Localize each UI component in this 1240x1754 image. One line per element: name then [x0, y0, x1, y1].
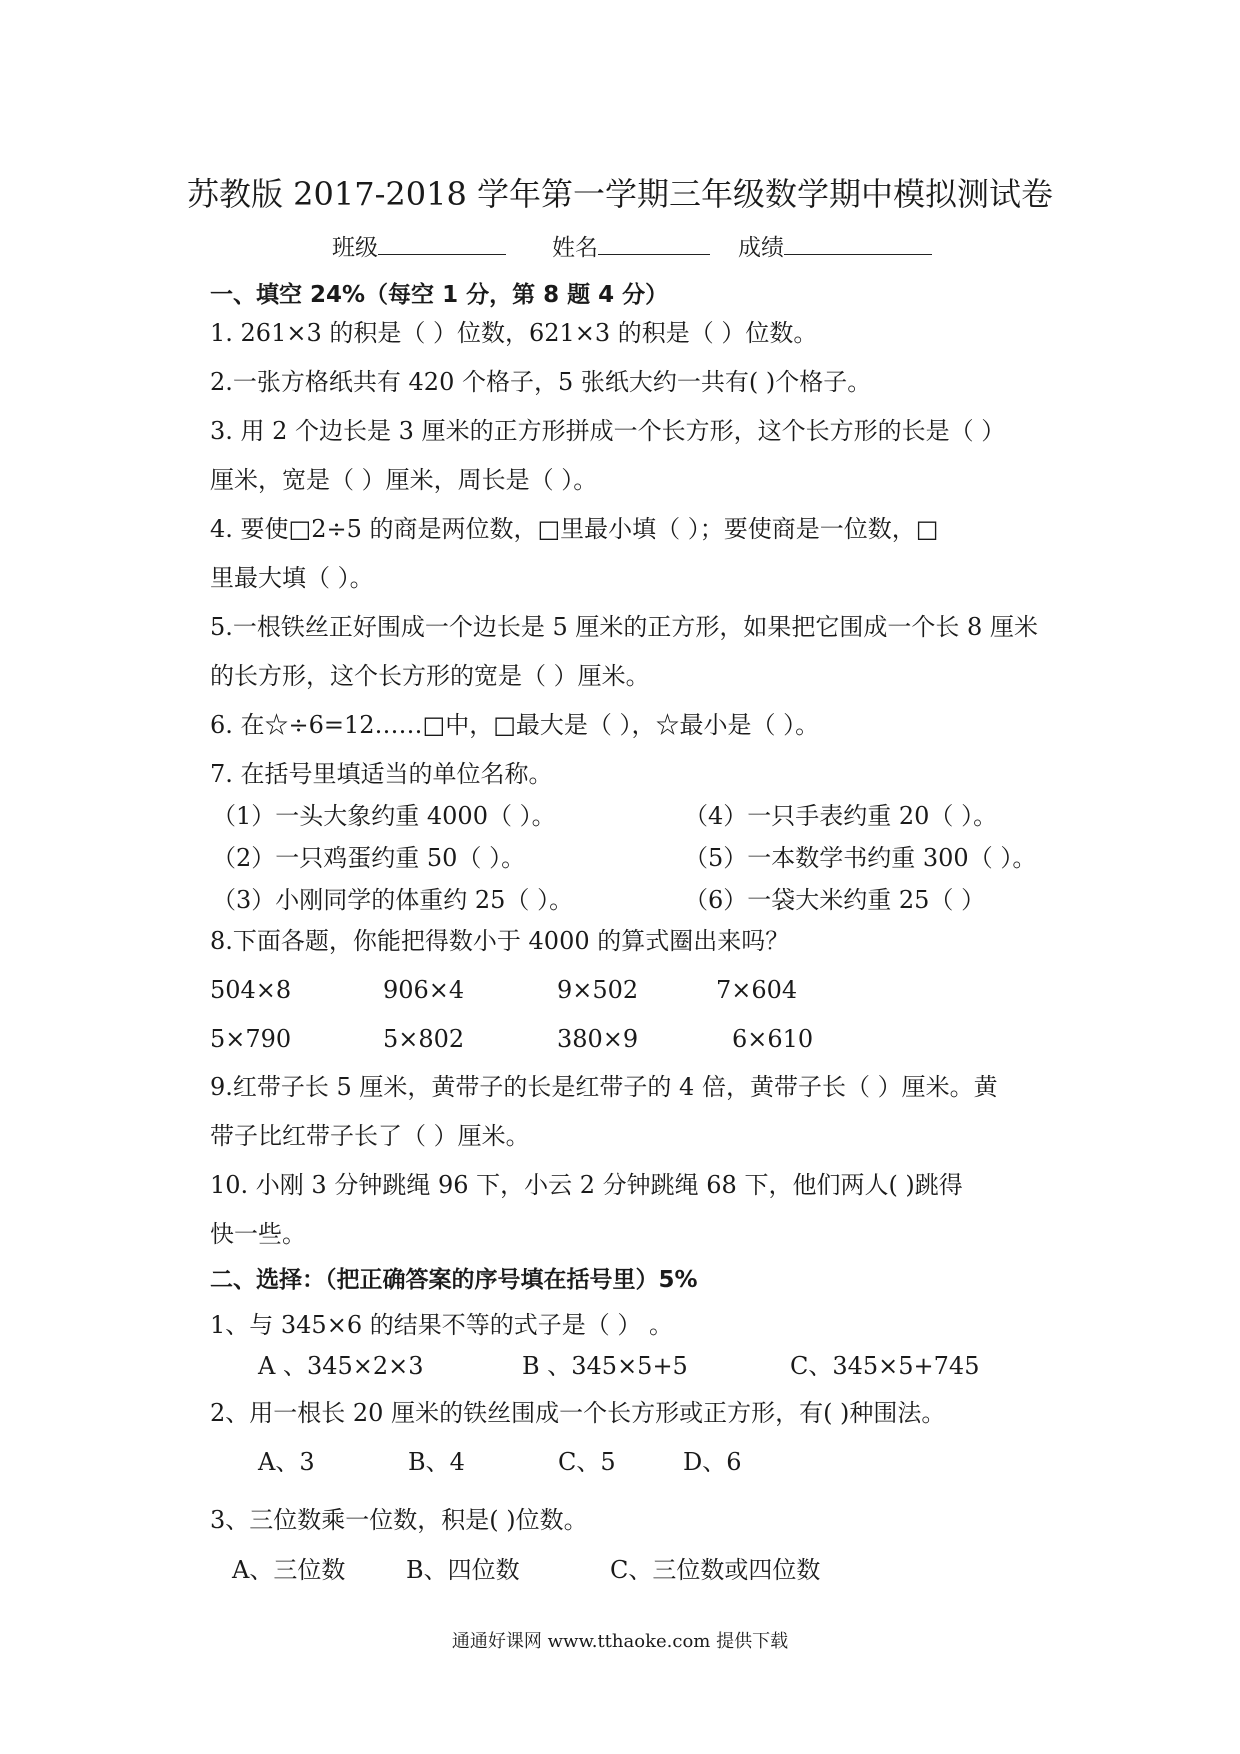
question-1-10a: 10. 小刚 3 分钟跳绳 96 下，小云 2 分钟跳绳 68 下，他们两人( )跳得 [210, 1171, 963, 1199]
q8-expr-7[interactable]: 380×9 [557, 1025, 639, 1053]
question-1-5a: 5.一根铁丝正好围成一个边长是 5 厘米的正方形，如果把它围成一个长 8 厘米 [210, 613, 1038, 641]
question-1-2: 2.一张方格纸共有 420 个格子，5 张纸大约一共有( )个格子。 [210, 368, 872, 396]
q7-item-6: （6）一袋大米约重 25（ ） [684, 886, 986, 914]
q2-2-option-b[interactable]: B、4 [408, 1448, 465, 1476]
q8-expr-8[interactable]: 6×610 [732, 1025, 814, 1053]
q7-item-4: （4）一只手表约重 20（ ）。 [684, 802, 998, 830]
q8-expr-3[interactable]: 9×502 [557, 976, 639, 1004]
q2-3-option-b[interactable]: B、四位数 [406, 1556, 520, 1584]
q2-1-option-b[interactable]: B 、345×5+5 [522, 1352, 688, 1380]
q2-3-option-c[interactable]: C、三位数或四位数 [610, 1556, 821, 1584]
q8-expr-6[interactable]: 5×802 [383, 1025, 465, 1053]
section2-heading: 二、选择：（把正确答案的序号填在括号里）5% [210, 1267, 698, 1293]
q2-1-option-c[interactable]: C、345×5+745 [790, 1352, 980, 1380]
question-1-1: 1. 261×3 的积是（ ）位数，621×3 的积是（ ）位数。 [210, 319, 818, 347]
class-blank[interactable] [378, 232, 506, 255]
page-title: 苏教版 2017-2018 学年第一学期三年级数学期中模拟测试卷 [186, 175, 1054, 213]
name-field [552, 232, 710, 263]
question-1-6: 6. 在☆÷6=12……□中，□最大是（ ），☆最小是（ ）。 [210, 711, 820, 739]
score-field [738, 232, 932, 263]
question-2-1: 1、与 345×6 的结果不等的式子是（ ） 。 [210, 1311, 673, 1339]
class-label: 班级 [332, 235, 378, 261]
name-blank[interactable] [598, 232, 710, 255]
section1-heading: 一、填空 24%（每空 1 分，第 8 题 4 分） [210, 282, 669, 308]
question-1-7: 7. 在括号里填适当的单位名称。 [210, 760, 553, 788]
question-2-3: 3、三位数乘一位数，积是( )位数。 [210, 1506, 588, 1534]
question-1-8: 8.下面各题，你能把得数小于 4000 的算式圈出来吗？ [210, 927, 790, 955]
q8-expr-1[interactable]: 504×8 [210, 976, 292, 1004]
score-blank[interactable] [784, 232, 932, 255]
q2-1-option-a[interactable]: A 、345×2×3 [258, 1352, 424, 1380]
question-1-9b: 带子比红带子长了（ ）厘米。 [210, 1122, 530, 1150]
q7-item-2: （2）一只鸡蛋约重 50（ ）。 [212, 844, 526, 872]
q7-item-3: （3）小刚同学的体重约 25（ ）。 [212, 886, 574, 914]
question-1-4a: 4. 要使□2÷5 的商是两位数，□里最小填（ ）；要使商是一位数，□ [210, 515, 939, 543]
question-1-9a: 9.红带子长 5 厘米，黄带子的长是红带子的 4 倍，黄带子长（ ）厘米。黄 [210, 1073, 998, 1101]
q8-expr-4[interactable]: 7×604 [716, 976, 798, 1004]
q8-expr-5[interactable]: 5×790 [210, 1025, 292, 1053]
q2-2-option-a[interactable]: A、3 [258, 1448, 315, 1476]
q2-3-option-a[interactable]: A、三位数 [232, 1556, 346, 1584]
question-1-3b: 厘米，宽是（ ）厘米，周长是（ ）。 [210, 466, 598, 494]
q7-item-1: （1）一头大象约重 4000（ ）。 [212, 802, 556, 830]
question-1-10b: 快一些。 [210, 1220, 306, 1248]
q7-item-5: （5）一本数学书约重 300（ ）。 [684, 844, 1037, 872]
question-2-2: 2、用一根长 20 厘米的铁丝围成一个长方形或正方形，有( )种围法。 [210, 1399, 946, 1427]
score-label: 成绩 [738, 235, 784, 261]
question-1-4b: 里最大填（ ）。 [210, 564, 374, 592]
q2-2-option-d[interactable]: D、6 [683, 1448, 742, 1476]
q2-2-option-c[interactable]: C、5 [558, 1448, 616, 1476]
class-field [332, 232, 506, 263]
footer-source: 通通好课网 www.tthaoke.com 提供下载 [451, 1631, 789, 1652]
question-1-5b: 的长方形，这个长方形的宽是（ ）厘米。 [210, 662, 650, 690]
q8-expr-2[interactable]: 906×4 [383, 976, 465, 1004]
question-1-3a: 3. 用 2 个边长是 3 厘米的正方形拼成一个长方形，这个长方形的长是（ ） [210, 417, 1006, 445]
name-label: 姓名 [552, 235, 598, 261]
